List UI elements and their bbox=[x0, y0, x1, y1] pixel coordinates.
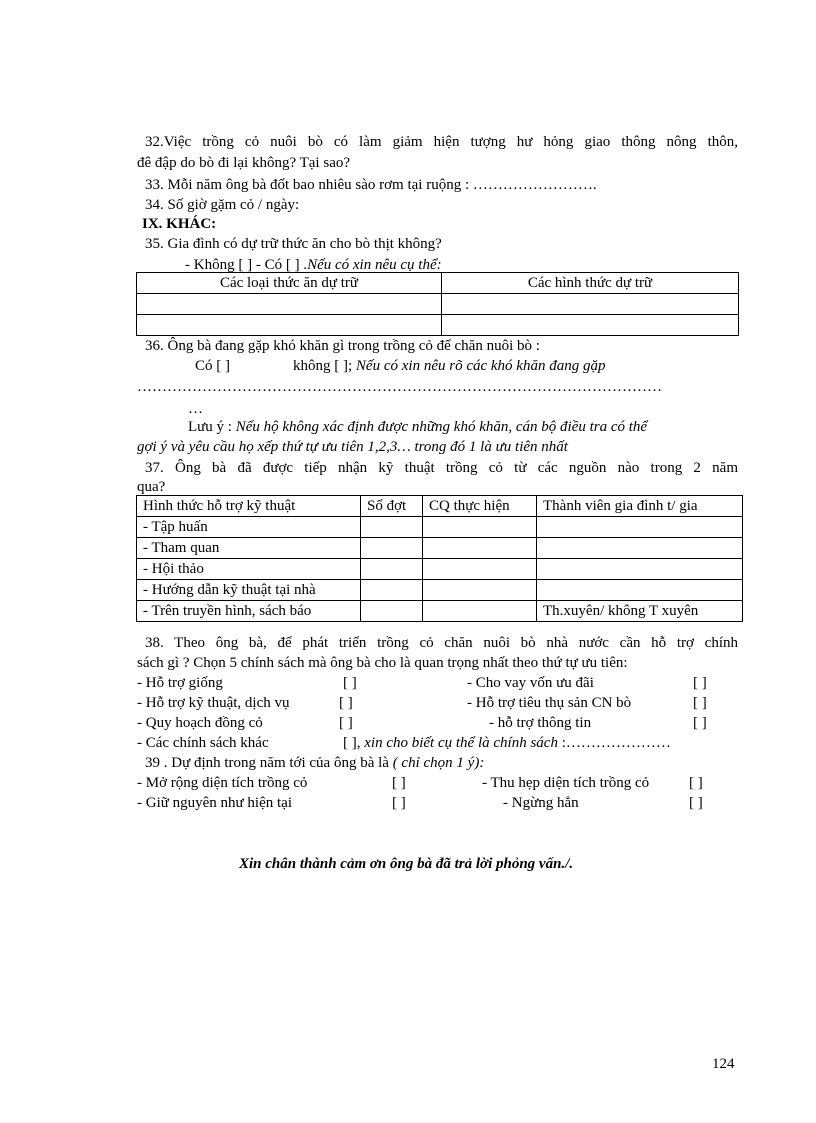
q38-item-right: - Hỗ trợ tiêu thụ sản CN bò bbox=[467, 695, 632, 711]
q36-dots-cont: … bbox=[188, 401, 203, 417]
q38-item-left: - Hỗ trợ giống bbox=[137, 675, 223, 691]
q39-checkbox[interactable]: [ ] bbox=[689, 775, 703, 791]
q37-cell bbox=[423, 517, 537, 538]
q37-cell bbox=[423, 580, 537, 601]
q38-line2: sách gì ? Chọn 5 chính sách mà ông bà cho là quan trọng nhất theo thứ tự ưu tiên: bbox=[137, 655, 628, 671]
q33: 33. Mỗi năm ông bà đốt bao nhiêu sào rơm tại ruộng : ……………………. bbox=[145, 177, 597, 193]
q32-line2: đê đập do bò đi lại không? Tại sao? bbox=[137, 155, 351, 171]
q39-item-left: - Mở rộng diện tích trồng cỏ bbox=[137, 775, 308, 791]
q37-header-agency: CQ thực hiện bbox=[423, 496, 537, 517]
q37-row-label: - Trên truyền hình, sách báo bbox=[137, 601, 361, 622]
q38-other-dots: :………………… bbox=[561, 735, 671, 751]
q35-note: Nếu có xin nêu cụ thể: bbox=[307, 257, 442, 273]
q35-cell bbox=[137, 315, 442, 336]
q35-table bbox=[136, 272, 739, 336]
q36-khong: không [ ]; bbox=[293, 358, 353, 374]
q39-question: 39 . Dự định trong năm tới của ông bà là bbox=[145, 755, 389, 771]
q37-row-label: - Tập huấn bbox=[137, 517, 361, 538]
q39-checkbox[interactable]: [ ] bbox=[392, 795, 406, 811]
table-row bbox=[137, 580, 743, 601]
table-row bbox=[137, 517, 743, 538]
q38-checkbox[interactable]: [ ] bbox=[343, 675, 357, 691]
q35-header-types: Các loại thức ăn dự trữ bbox=[137, 273, 442, 294]
table-row bbox=[137, 538, 743, 559]
q37-cell bbox=[361, 559, 423, 580]
q38-line1: 38. Theo ông bà, để phát triển trồng cỏ chăn nuôi bò nhà nước cần hỗ trợ chính bbox=[145, 635, 738, 651]
q36-co: Có [ ] bbox=[195, 358, 230, 374]
q39-item-right: - Thu hẹp diện tích trồng cỏ bbox=[482, 775, 650, 791]
q38-item-left: - Quy hoạch đồng cỏ bbox=[137, 715, 263, 731]
q38-item-right: - hỗ trợ thông tin bbox=[489, 715, 592, 731]
section-ix-heading: IX. KHÁC: bbox=[142, 216, 217, 232]
q39-item-right: - Ngừng hẳn bbox=[503, 795, 579, 811]
q35-cell bbox=[442, 294, 739, 315]
q37-cell bbox=[361, 517, 423, 538]
q37-header-member: Thành viên gia đình t/ gia bbox=[537, 496, 743, 517]
q36-note: Nếu có xin nêu rõ các khó khăn đang gặp bbox=[355, 358, 606, 374]
closing-thanks: Xin chân thành cảm ơn ông bà đã trả lời phỏng vấn./. bbox=[239, 856, 574, 872]
q36-luuy-label: Lưu ý : bbox=[188, 419, 232, 435]
q38-other-line bbox=[137, 734, 269, 752]
q38-checkbox[interactable]: [ ] bbox=[339, 695, 353, 711]
q39-note: ( chỉ chọn 1 ý): bbox=[392, 755, 485, 771]
q37-cell bbox=[537, 517, 743, 538]
page-number: 124 bbox=[712, 1056, 735, 1072]
q37-row-label: - Hướng dẫn kỹ thuật tại nhà bbox=[137, 580, 361, 601]
q35-header-forms: Các hình thức dự trữ bbox=[442, 273, 739, 294]
q37-cell bbox=[361, 538, 423, 559]
q37-cell bbox=[537, 538, 743, 559]
q37-cell bbox=[361, 601, 423, 622]
q32-line1: 32.Việc trồng cỏ nuôi bò có làm giảm hiện tượng hư hỏng giao thông nông thôn, bbox=[145, 134, 738, 150]
q38-checkbox[interactable]: [ ], bbox=[343, 735, 361, 751]
q36-question: 36. Ông bà đang gặp khó khăn gì trong trồng cỏ để chăn nuôi bò : bbox=[145, 338, 540, 354]
q35-cell bbox=[137, 294, 442, 315]
q37-cell bbox=[537, 580, 743, 601]
q37-cell bbox=[537, 559, 743, 580]
q37-cell: Th.xuyên/ không T xuyên bbox=[537, 601, 743, 622]
q36-luuy-text1: Nếu hộ không xác định được những khó khăn, cán bộ điều tra có thể bbox=[235, 419, 648, 435]
q37-cell bbox=[423, 601, 537, 622]
q37-cell bbox=[423, 538, 537, 559]
q39-item-left: - Giữ nguyên như hiện tại bbox=[137, 795, 292, 811]
q36-khong-line bbox=[293, 357, 605, 375]
q36-luuy-line1 bbox=[188, 418, 647, 436]
q35-question: 35. Gia đình có dự trữ thức ăn cho bò thịt không? bbox=[145, 236, 442, 252]
q37-row-label: - Hội thảo bbox=[137, 559, 361, 580]
q38-other-note: xin cho biết cụ thể là chính sách bbox=[364, 735, 558, 751]
q38-checkbox[interactable]: [ ] bbox=[339, 715, 353, 731]
q37-line1: 37. Ông bà đã được tiếp nhận kỹ thuật trồng cỏ từ các nguồn nào trong 2 năm bbox=[145, 460, 738, 476]
q39-question-line bbox=[145, 754, 484, 772]
table-row bbox=[137, 559, 743, 580]
q37-row-label: - Tham quan bbox=[137, 538, 361, 559]
q36-luuy-line2: gợi ý và yêu cầu họ xếp thứ tự ưu tiên 1,2,3… trong đó 1 là ưu tiên nhất bbox=[137, 439, 568, 455]
q35-cell bbox=[442, 315, 739, 336]
q37-header-count: Số đợt bbox=[361, 496, 423, 517]
q38-other-tail bbox=[343, 734, 671, 752]
q38-item-right: - Cho vay vốn ưu đãi bbox=[467, 675, 594, 691]
q37-header-form: Hình thức hỗ trợ kỹ thuật bbox=[137, 496, 361, 517]
table-row bbox=[137, 601, 743, 622]
q39-checkbox[interactable]: [ ] bbox=[689, 795, 703, 811]
q38-item-left: - Hỗ trợ kỹ thuật, dịch vụ bbox=[137, 695, 290, 711]
q37-line2: qua? bbox=[137, 479, 166, 495]
q36-dots: …………………………………………………………………………………………… bbox=[137, 379, 662, 395]
q37-cell bbox=[361, 580, 423, 601]
q39-checkbox[interactable]: [ ] bbox=[392, 775, 406, 791]
q37-table bbox=[136, 495, 743, 622]
q35-options: - Không [ ] - Có [ ] . bbox=[185, 257, 308, 273]
q38-other: - Các chính sách khác bbox=[137, 735, 269, 751]
q38-checkbox[interactable]: [ ] bbox=[693, 675, 707, 691]
q38-checkbox[interactable]: [ ] bbox=[693, 695, 707, 711]
q34: 34. Số giờ gặm cỏ / ngày: bbox=[145, 197, 300, 213]
q37-cell bbox=[423, 559, 537, 580]
q38-checkbox[interactable]: [ ] bbox=[693, 715, 707, 731]
